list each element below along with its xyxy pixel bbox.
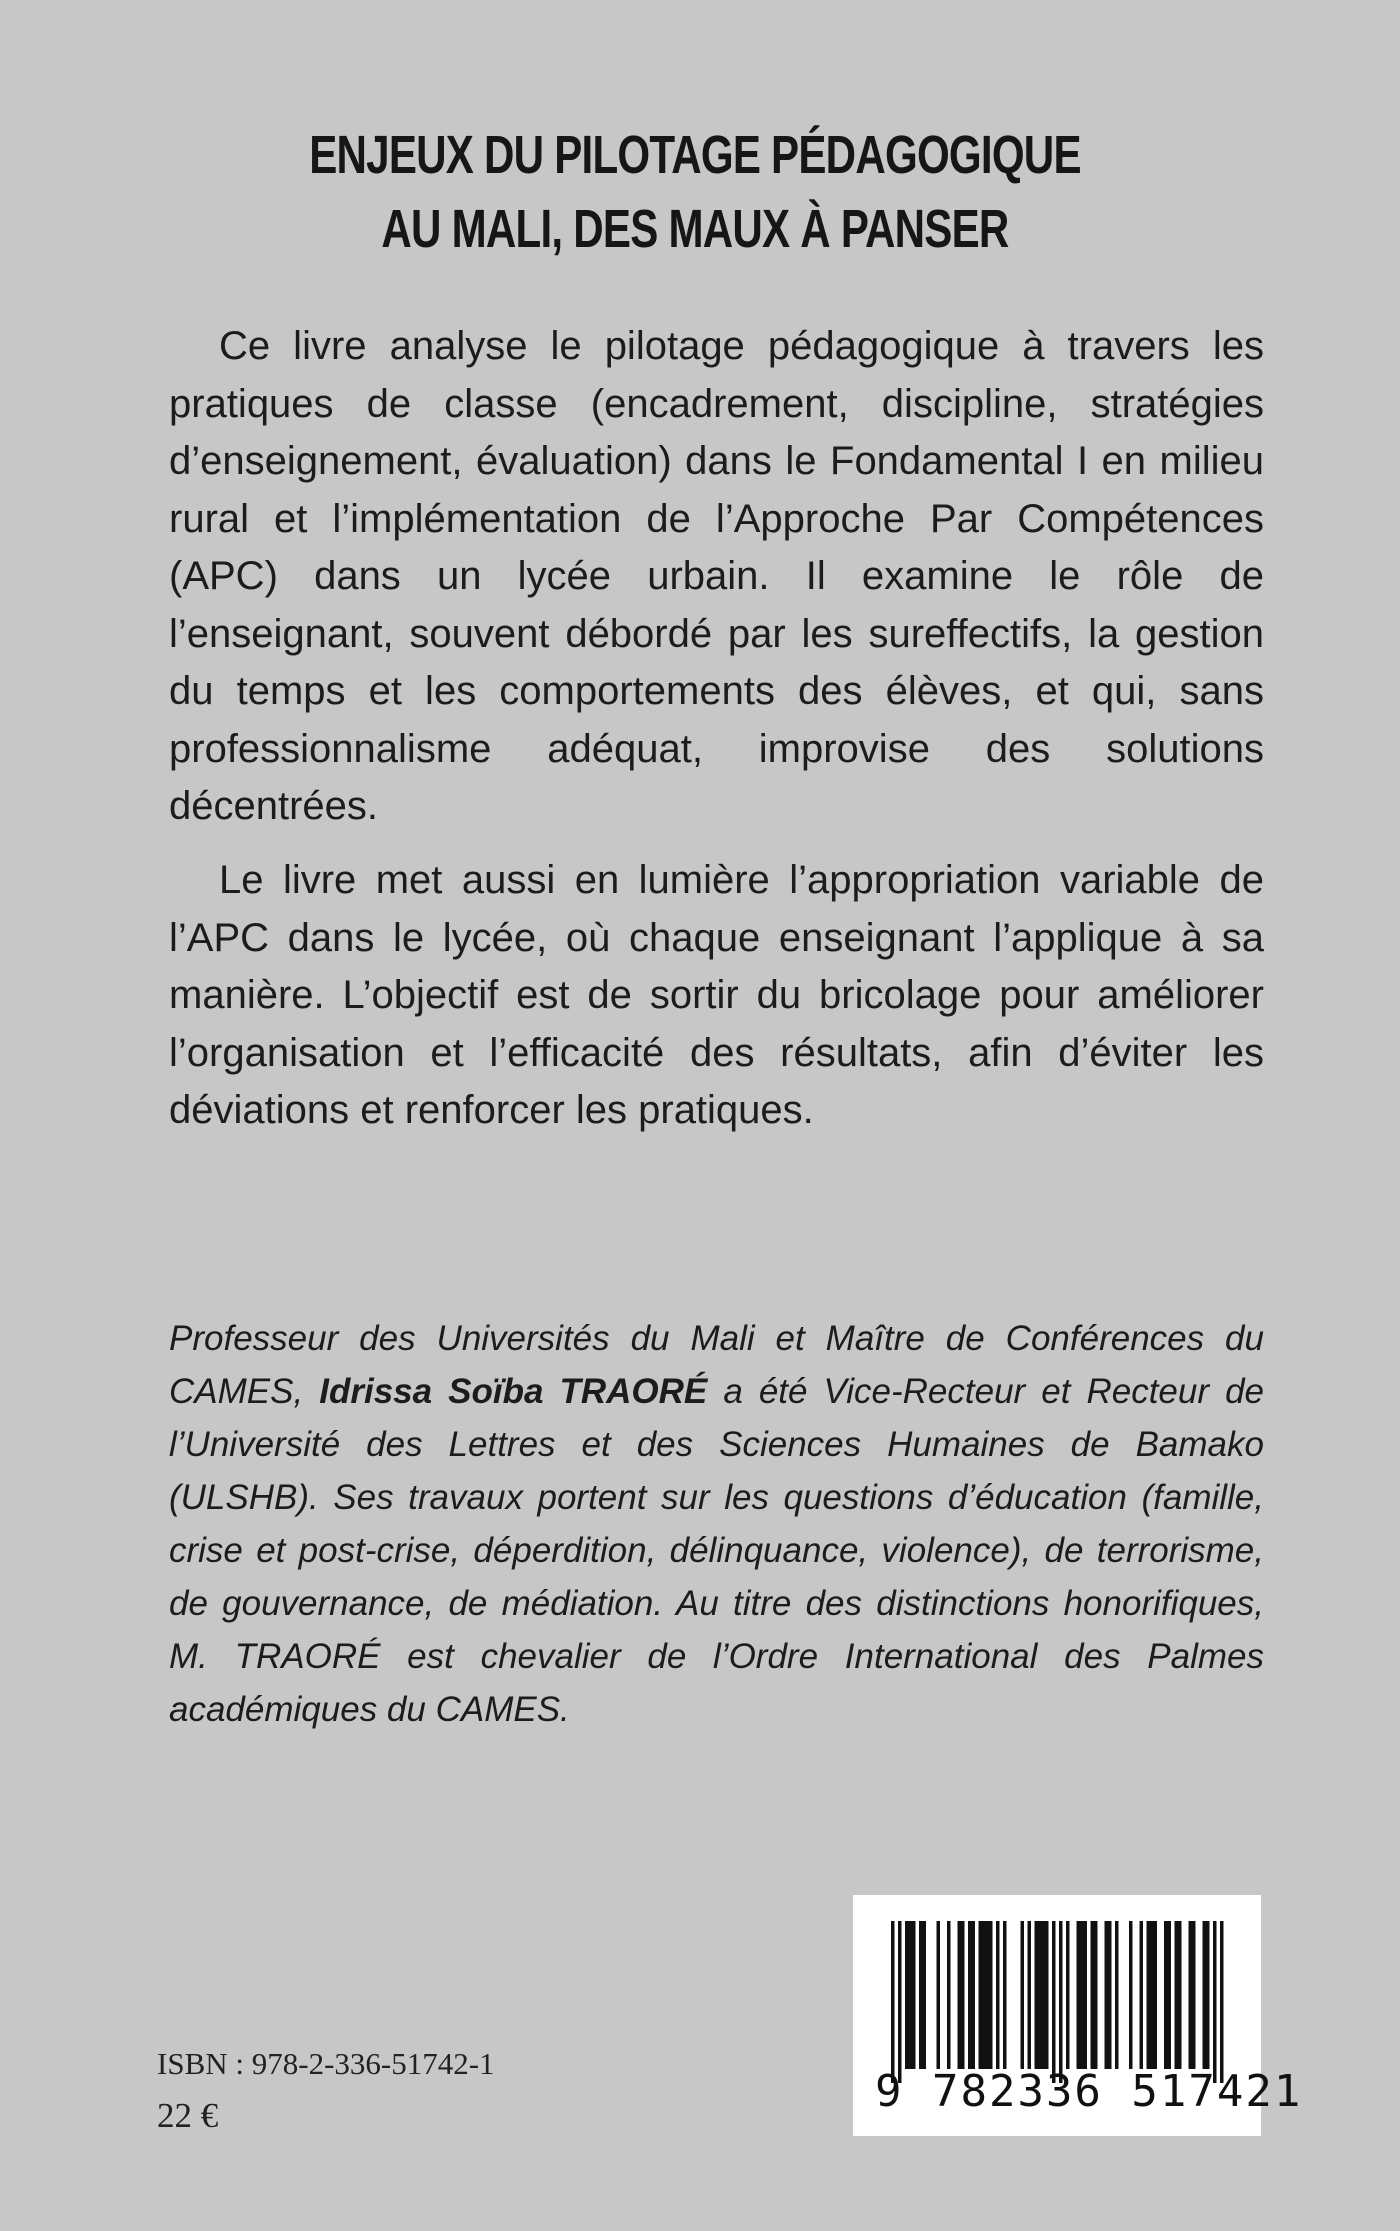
author-name: Idrissa Soïba TRAORÉ — [319, 1372, 708, 1411]
price-label: 22 € — [157, 2096, 219, 2135]
summary-paragraph-1-text: Ce livre analyse le pilotage pédagogique à travers les pratiques de classe (encadrement, discipline, stratégies d’enseignement, évaluation) dans le Fondamental I en milieu rural et l’implémentation de l’Approche Par Compétences (APC) dans un lycée urbain. Il examine le rôle de l’enseignant, souvent débordé par les sureffectifs, la gestion du temps et les comportements des élèves, et qui, sans professionnalisme adéquat, improvise des solutions décentrées. — [169, 324, 1264, 828]
barcode-bar — [909, 1921, 913, 2069]
barcode-bar — [1080, 1921, 1084, 2069]
barcode-bar — [1147, 1921, 1151, 2069]
barcode-bar — [1066, 1921, 1070, 2069]
barcode-bar — [905, 1921, 909, 2069]
barcode-bar — [1189, 1921, 1193, 2069]
barcode-bar — [989, 1921, 993, 2069]
barcode-bar — [1206, 1921, 1210, 2069]
barcode-bar — [1140, 1921, 1144, 2069]
book-title — [286, 118, 1105, 266]
barcode-bar — [1091, 1921, 1095, 2069]
barcode-bar — [982, 1921, 986, 2069]
barcode-bar — [979, 1921, 983, 2069]
barcode-bar — [1038, 1921, 1042, 2069]
barcode-bar — [958, 1921, 962, 2069]
barcode-bar — [1094, 1921, 1098, 2069]
summary-paragraph-2 — [169, 852, 1264, 1140]
barcode-bar — [898, 1921, 902, 2083]
barcode-bar — [1028, 1921, 1032, 2069]
barcode-bar — [972, 1921, 976, 2069]
barcode-bar — [1115, 1921, 1119, 2069]
barcode-bar — [912, 1921, 916, 2069]
book-title-line-2: AU MALI, DES MAUX À PANSER — [381, 199, 1009, 259]
barcode-bar — [1052, 1921, 1056, 2083]
barcode-bar — [1035, 1921, 1039, 2069]
book-title-line-1: ENJEUX DU PILOTAGE PÉDAGOGIQUE — [309, 125, 1081, 185]
barcode-bar — [1192, 1921, 1196, 2069]
barcode-bar — [961, 1921, 965, 2069]
barcode-bar — [1168, 1921, 1172, 2069]
barcode-bar — [1220, 1921, 1224, 2083]
barcode-bar — [923, 1921, 927, 2069]
barcode-bar — [1108, 1921, 1112, 2069]
barcode-bar — [1213, 1921, 1217, 2083]
barcode-digits: 9 782336 517421 — [875, 2066, 1303, 2117]
barcode-bar — [919, 1921, 923, 2069]
barcode-bar — [1059, 1921, 1063, 2083]
barcode-bar — [1021, 1921, 1025, 2069]
barcode-bar — [1045, 1921, 1049, 2069]
barcode-bar — [1105, 1921, 1109, 2069]
barcode-bar — [1164, 1921, 1168, 2069]
author-bio — [169, 1312, 1264, 1736]
barcode-bar — [891, 1921, 895, 2083]
barcode-bar — [1042, 1921, 1046, 2069]
barcode-bar — [1178, 1921, 1182, 2069]
author-bio-rest: a été Vice-Recteur et Recteur de l’Université des Lettres et des Sciences Humaines de Bamako (ULSHB). Ses travaux portent sur les questions d’éducation (famille, crise et post-crise, déperdition, délinquance, violence), de terrorisme, de gouvernance, de médiation. Au titre des distinctions honorifiques, M. TRAORÉ est chevalier de l’Ordre International des Palmes académiques du CAMES. — [169, 1372, 1264, 1729]
barcode-bar — [1175, 1921, 1179, 2069]
barcode-bar — [1077, 1921, 1081, 2069]
summary-paragraph-1 — [169, 318, 1264, 836]
barcode-bar — [1150, 1921, 1154, 2069]
isbn-label: ISBN : 978-2-336-51742-1 — [157, 2046, 495, 2081]
barcode — [853, 1895, 1303, 2136]
barcode-bar — [1154, 1921, 1158, 2069]
barcode-bar — [1129, 1921, 1133, 2069]
barcode-bar — [968, 1921, 972, 2069]
barcode-bar — [947, 1921, 951, 2069]
summary-paragraph-2-text: Le livre met aussi en lumière l’appropriation variable de l’APC dans le lycée, où chaque enseignant l’applique à sa manière. L’objectif est de sortir du bricolage pour améliorer l’organisation et l’efficacité des résultats, afin d’éviter les déviations et renforcer les pratiques. — [169, 858, 1264, 1132]
barcode-bar — [986, 1921, 990, 2069]
barcode-bar — [937, 1921, 941, 2069]
barcode-bar — [1003, 1921, 1007, 2069]
author-bio-intro: Professeur des Universités du Mali et Maître de Conférences du CAMES, — [169, 1319, 1264, 1411]
barcode-bar — [1203, 1921, 1207, 2069]
barcode-bar — [1084, 1921, 1088, 2069]
barcode-bar — [996, 1921, 1000, 2069]
